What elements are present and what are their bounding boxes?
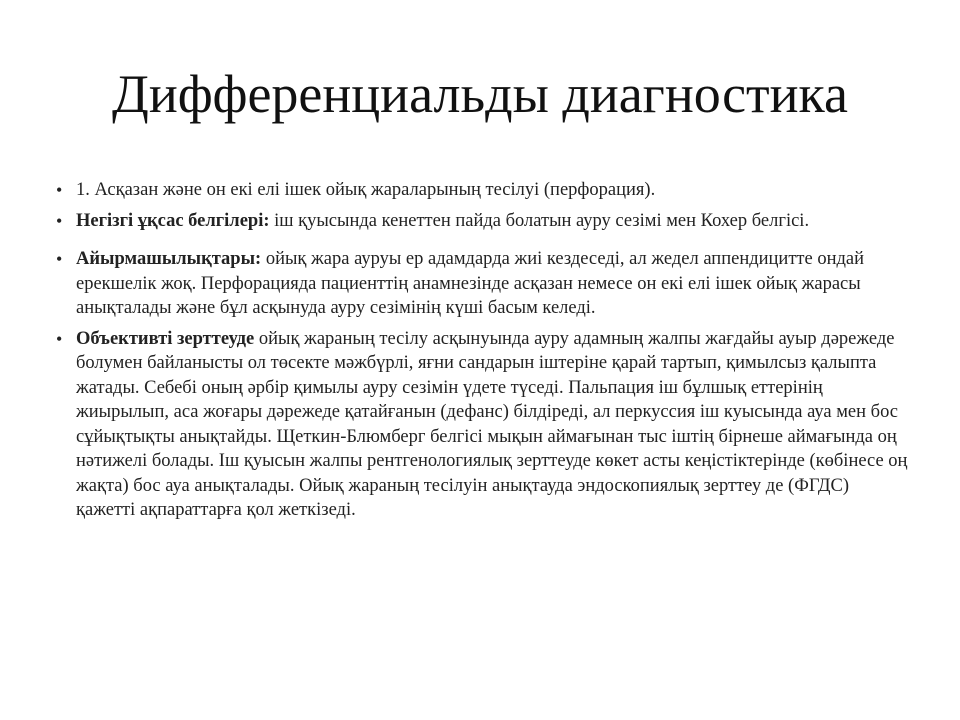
bullet-text: ойық жараның тесілу асқынуында ауру адамның жалпы жағдайы ауыр дәрежеде болумен байланысты ол төсекте мәжбүрлі, яғни сандарын іштеріне қарай тартып, қимылсыз қалыпта жатады. Себебі оның әрбір қимылы ауру сезімін үдете түседі. Пальпация іш бұлшық еттерінің жиырылып, аса жоғары дәрежеде қатайғанын (дефанс) білдіреді, ал перкуссия іш куысында ауа мен бос сұйықтықты анықтайды. Щеткин-Блюмберг белгісі мықын аймағынан тыс іштің бірнеше аймағында оң нәтижелі болады. Іш қуысын жалпы рентгенологиялық зерттеуде көкет асты кеңістіктерінде (көбінесе оң жақта) бос ауа анықталады. Ойық жараның тесілуін анықтауда эндоскопиялық зерттеу де (ФГДС) қажетті ақпараттарға қол жеткізеді.	[76, 328, 908, 520]
bullet-item	[56, 209, 908, 234]
bullet-bold-text: Айырмашылықтары:	[76, 249, 262, 269]
bullet-item	[56, 247, 908, 321]
bullet-text: іш қуысында кенеттен пайда болатын ауру сезімі мен Кохер белгісі.	[269, 210, 810, 231]
bullet-dot-icon: •	[56, 328, 63, 349]
bullet-dot-icon: •	[56, 180, 63, 200]
bullet-bold-text: Негізгі ұқсас белгілері:	[76, 210, 270, 231]
bullet-bold-text: Объективті зерттеуде	[76, 328, 255, 349]
bullet-text: ойық жара ауруы ер адамдарда жиі кездеседі, ал жедел аппендицитте ондай ерекшелік жоқ. Перфорацияда пациенттің анамнезінде асқазан немесе он екі елі ішек ойық жарасы анықталады және бұл асқынуда ауру сезімінің күші басым келеді.	[76, 249, 865, 318]
bullet-list	[56, 178, 908, 529]
bullet-dot-icon: •	[56, 210, 63, 231]
bullet-dot-icon: •	[56, 249, 63, 269]
bullet-item	[56, 327, 908, 523]
bullet-item	[56, 178, 908, 203]
bullet-text: 1. Асқазан және он екі елі ішек ойық жараларының тесілуі (перфорация).	[76, 180, 656, 200]
slide-title: Дифференциальды диагностика	[112, 64, 848, 124]
